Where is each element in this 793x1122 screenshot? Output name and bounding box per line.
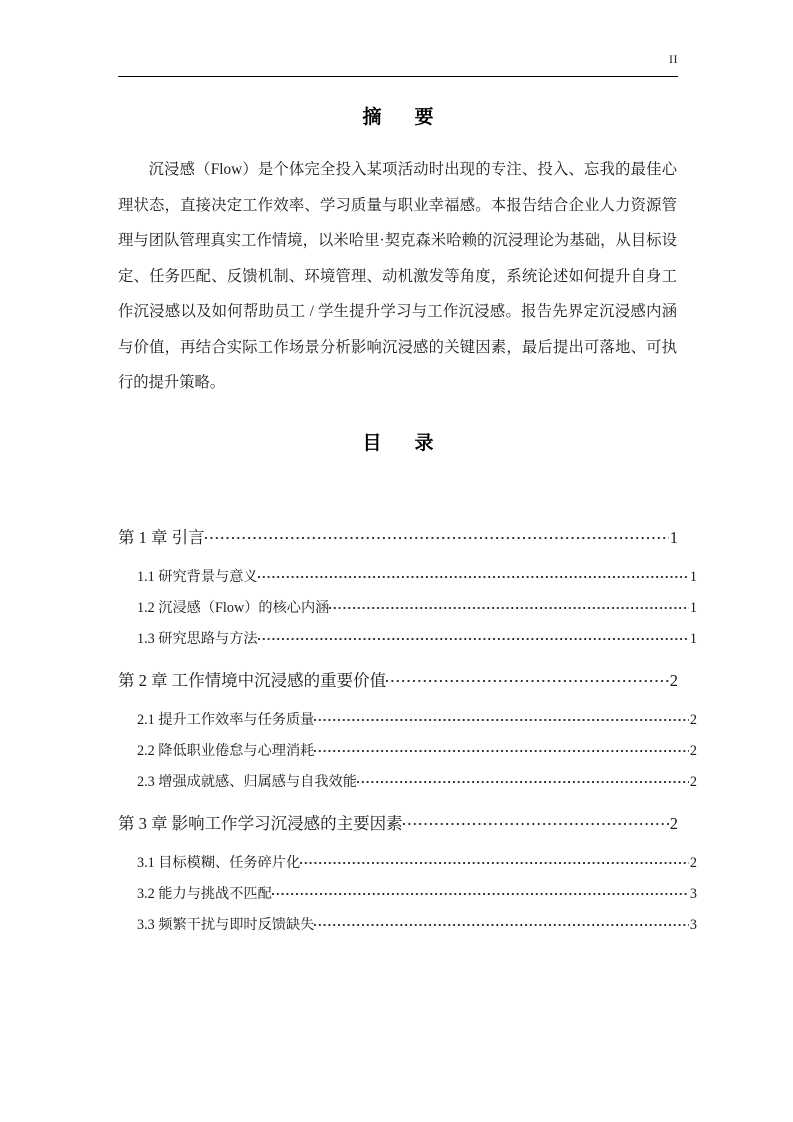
toc-section-entry[interactable]	[118, 736, 746, 767]
toc-entry-label: 1.3 研究思路与方法	[137, 631, 258, 647]
toc-page-number: 2	[669, 671, 678, 690]
toc-dot-leader	[314, 710, 689, 724]
header-divider-rule	[118, 76, 678, 77]
toc-page-number: 3	[689, 886, 697, 902]
toc-page-number: 1	[689, 631, 697, 647]
toc-page-number: 1	[689, 600, 697, 616]
toc-entry-label: 第 3 章 影响工作学习沉浸感的主要因素	[118, 814, 403, 833]
toc-section-entry[interactable]	[118, 848, 746, 879]
header-page-number: II	[669, 52, 678, 66]
abstract-body-paragraph: 沉浸感（Flow）是个体完全投入某项活动时出现的专注、投入、忘我的最佳心理状态，直接决定工作效率、学习质量与职业幸福感。本报告结合企业人力资源管理与团队管理真实工作情境，以米哈里·契克森米哈赖的沉浸理论为基础，从目标设定、任务匹配、反馈机制、环境管理、动机激发等角度，系统论述如何提升自身工作沉浸感以及如何帮助员工 / 学生提升学习与工作沉浸感。报告先界定沉浸感内涵与价值，再结合实际工作场景分析影响沉浸感的关键因素，最后提出可落地、可执行的提升策略。	[118, 161, 677, 391]
table-of-contents	[118, 518, 697, 947]
toc-entry-label: 第 2 章 工作情境中沉浸感的重要价值	[118, 671, 387, 690]
toc-page-number: 1	[669, 528, 678, 547]
toc-entry-label: 2.2 降低职业倦怠与心理消耗	[137, 743, 315, 759]
toc-page-number: 2	[669, 814, 678, 833]
toc-page-number: 3	[689, 917, 697, 933]
toc-chapter-entry[interactable]	[118, 804, 715, 844]
toc-group	[118, 661, 697, 798]
toc-chapter-entry[interactable]	[118, 518, 715, 558]
toc-entry-label: 3.2 能力与挑战不匹配	[137, 886, 272, 902]
toc-entry-label: 3.1 目标模糊、任务碎片化	[137, 855, 301, 871]
toc-dot-leader	[357, 772, 689, 786]
abstract-heading: 摘 要	[362, 107, 441, 128]
toc-dot-leader	[403, 813, 669, 830]
page-header	[118, 52, 678, 77]
toc-dot-leader	[314, 915, 689, 929]
toc-group	[118, 518, 697, 655]
toc-section-entry[interactable]	[118, 624, 746, 655]
toc-dot-leader	[386, 670, 669, 687]
toc-page-number: 2	[689, 774, 697, 790]
toc-dot-leader	[314, 741, 689, 755]
toc-section-entry[interactable]	[118, 593, 746, 624]
toc-section-entry[interactable]	[118, 879, 746, 910]
toc-section-entry[interactable]	[118, 562, 746, 593]
toc-entry-label: 2.1 提升工作效率与任务质量	[137, 712, 315, 728]
toc-group	[118, 804, 697, 941]
toc-dot-leader	[329, 598, 689, 612]
toc-heading: 目 录	[362, 433, 441, 454]
toc-dot-leader	[272, 884, 689, 898]
toc-page-number: 2	[689, 855, 697, 871]
toc-entry-label: 1.1 研究背景与意义	[137, 569, 258, 585]
toc-section-entry[interactable]	[118, 705, 746, 736]
toc-page-number: 2	[689, 743, 697, 759]
toc-chapter-entry[interactable]	[118, 661, 715, 701]
toc-entry-label: 3.3 频繁干扰与即时反馈缺失	[137, 917, 315, 933]
toc-entry-label: 1.2 沉浸感（Flow）的核心内涵	[137, 600, 330, 616]
toc-entry-label: 2.3 增强成就感、归属感与自我效能	[137, 774, 357, 790]
toc-page-number: 2	[689, 712, 697, 728]
toc-dot-leader	[258, 629, 689, 643]
toc-dot-leader	[300, 853, 689, 867]
toc-section-entry[interactable]	[118, 910, 746, 941]
toc-dot-leader	[258, 567, 689, 581]
toc-dot-leader	[205, 527, 669, 544]
toc-page-number: 1	[689, 569, 697, 585]
toc-section-entry[interactable]	[118, 767, 746, 798]
toc-entry-label: 第 1 章 引言	[118, 528, 205, 547]
